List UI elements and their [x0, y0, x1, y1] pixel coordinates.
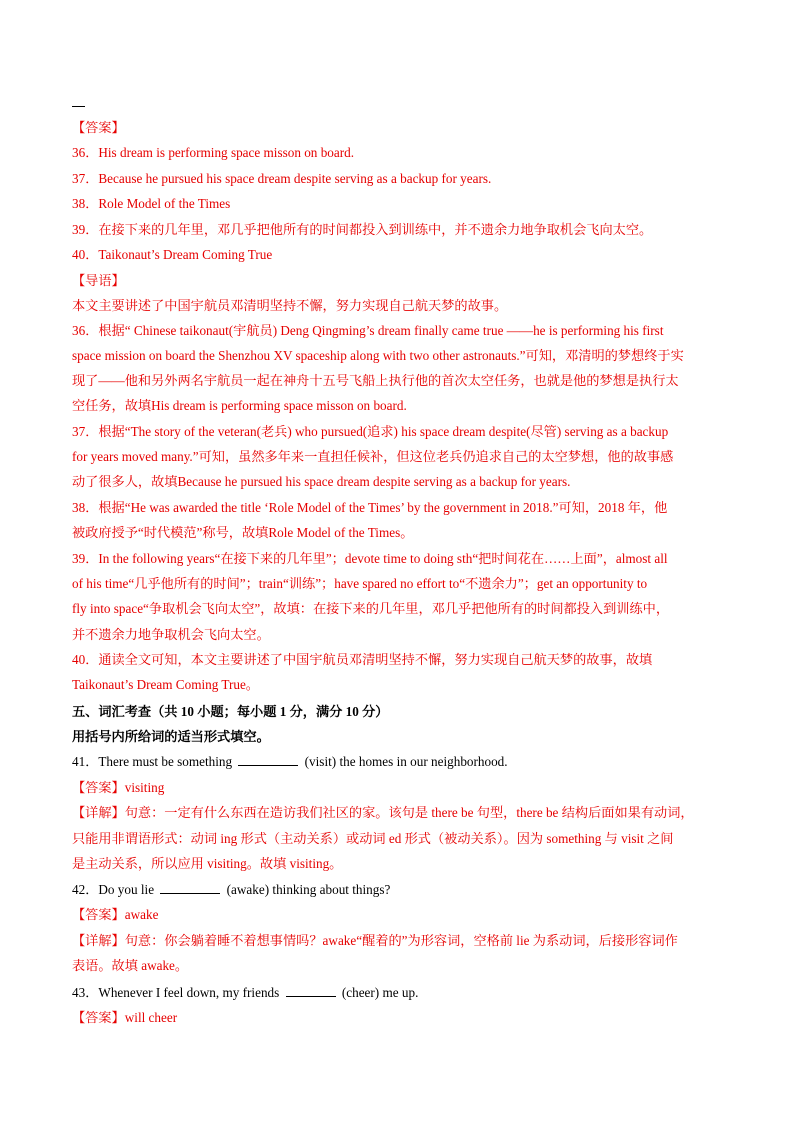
- question-41: [72, 752, 730, 772]
- question-43-before: 43．Whenever I feel down, my friends: [72, 985, 280, 1000]
- answer-value: awake: [124, 907, 159, 922]
- detail-text: 句意：你会躺着睡不着想事情吗？awake“醒着的”为形容词，空格前 lie 为系动词，后接形容词作: [124, 933, 678, 948]
- section-title: 五、词汇考查（共 10 小题；每小题 1 分，满分 10 分）: [72, 704, 389, 719]
- question-43-blank[interactable]: [286, 984, 336, 997]
- question-42-answer: [72, 905, 730, 925]
- answer-37: 37．Because he pursued his space dream despite serving as a backup for years.: [72, 171, 492, 186]
- question-41-blank[interactable]: [238, 753, 298, 766]
- answer-label: 【答案】: [72, 1010, 125, 1025]
- explanation-line: of his time“几乎他所有的时间”；train“训练”；have spared no effort to“不遗余力”；get an opportunity to: [72, 576, 648, 591]
- separator-dash: [72, 106, 85, 107]
- explanation-line: 40．通读全文可知，本文主要讲述了中国宇航员邓清明坚持不懈，努力实现自己航天梦的故事，故填: [72, 652, 653, 667]
- question-43-answer: [72, 1008, 730, 1028]
- explanation-line: for years moved many.”可知，虽然多年来一直担任候补，但这位老兵仍追求自己的太空梦想，他的故事感: [72, 449, 674, 464]
- explanation-line: 36．根据“ Chinese taikonaut(宇航员) Deng Qingming’s dream finally came true ——he is performing his first: [72, 323, 664, 338]
- answer-label: 【答案】: [72, 907, 125, 922]
- question-42-after: (awake) thinking about things?: [226, 882, 391, 897]
- question-42-blank[interactable]: [160, 881, 220, 894]
- question-42-before: 42．Do you lie: [72, 882, 155, 897]
- guide-label: 【导语】: [72, 273, 125, 288]
- question-41-detail: [72, 803, 730, 823]
- answer-36: 36．His dream is performing space misson on board.: [72, 145, 355, 160]
- explanation-line: 37．根据“The story of the veteran(老兵) who pursued(追求) his space dream despite(尽管) serving as a backup: [72, 424, 669, 439]
- detail-label: 【详解】: [72, 933, 125, 948]
- explanation-line: 空任务，故填His dream is performing space misson on board.: [72, 398, 407, 413]
- question-41-detail-line: 是主动关系，所以应用 visiting。故填 visiting。: [72, 856, 343, 871]
- question-42-detail-line: 表语。故填 awake。: [72, 958, 189, 973]
- guide-text: 本文主要讲述了中国宇航员邓清明坚持不懈，努力实现自己航天梦的故事。: [72, 298, 508, 313]
- answer-value: will cheer: [124, 1010, 178, 1025]
- answer-38: 38．Role Model of the Times: [72, 196, 231, 211]
- answer-value: visiting: [124, 780, 165, 795]
- question-41-before: 41．There must be something: [72, 754, 233, 769]
- question-42-detail: [72, 931, 730, 951]
- question-43: [72, 983, 730, 1003]
- detail-text: 句意：一定有什么东西在造访我们社区的家。该句是 there be 句型，there be 结构后面如果有动词，: [124, 805, 694, 820]
- explanation-line: 动了很多人，故填Because he pursued his space dream despite serving as a backup for years.: [72, 474, 571, 489]
- answer-40: 40．Taikonaut’s Dream Coming True: [72, 247, 273, 262]
- question-41-answer: [72, 778, 730, 798]
- explanation-line: 39．In the following years“在接下来的几年里”；devote time to doing sth“把时间花在……上面”，almost all: [72, 551, 668, 566]
- explanation-line: 38．根据“He was awarded the title ‘Role Model of the Times’ by the government in 2018.”可知，2018 年，他: [72, 500, 668, 515]
- explanation-line: 被政府授予“时代模范”称号，故填Role Model of the Times。: [72, 525, 414, 540]
- explanation-line: 现了——他和另外两名宇航员一起在神舟十五号飞船上执行他的首次太空任务，也就是他的梦想是执行太: [72, 373, 679, 388]
- question-42: [72, 880, 730, 900]
- section-instruction: 用括号内所给词的适当形式填空。: [72, 729, 270, 744]
- explanation-line: 并不遗余力地争取机会飞向太空。: [72, 627, 270, 642]
- explanation-line: fly into space“争取机会飞向太空”，故填：在接下来的几年里，邓几乎把他所有的时间都投入到训练中，: [72, 601, 670, 616]
- question-41-detail-line: 只能用非谓语形式：动词 ing 形式（主动关系）或动词 ed 形式（被动关系）。因为 something 与 visit 之间: [72, 831, 674, 846]
- detail-label: 【详解】: [72, 805, 125, 820]
- question-41-after: (visit) the homes in our neighborhood.: [304, 754, 508, 769]
- explanation-line: space mission on board the Shenzhou XV spaceship along with two other astronauts.”可知，邓清明的梦想终于实: [72, 348, 684, 363]
- answer-label: 【答案】: [72, 120, 125, 135]
- question-43-after: (cheer) me up.: [341, 985, 419, 1000]
- answer-39: 39．在接下来的几年里，邓几乎把他所有的时间都投入到训练中，并不遗余力地争取机会飞向太空。: [72, 222, 653, 237]
- explanation-line: Taikonaut’s Dream Coming True。: [72, 677, 259, 692]
- answer-label: 【答案】: [72, 780, 125, 795]
